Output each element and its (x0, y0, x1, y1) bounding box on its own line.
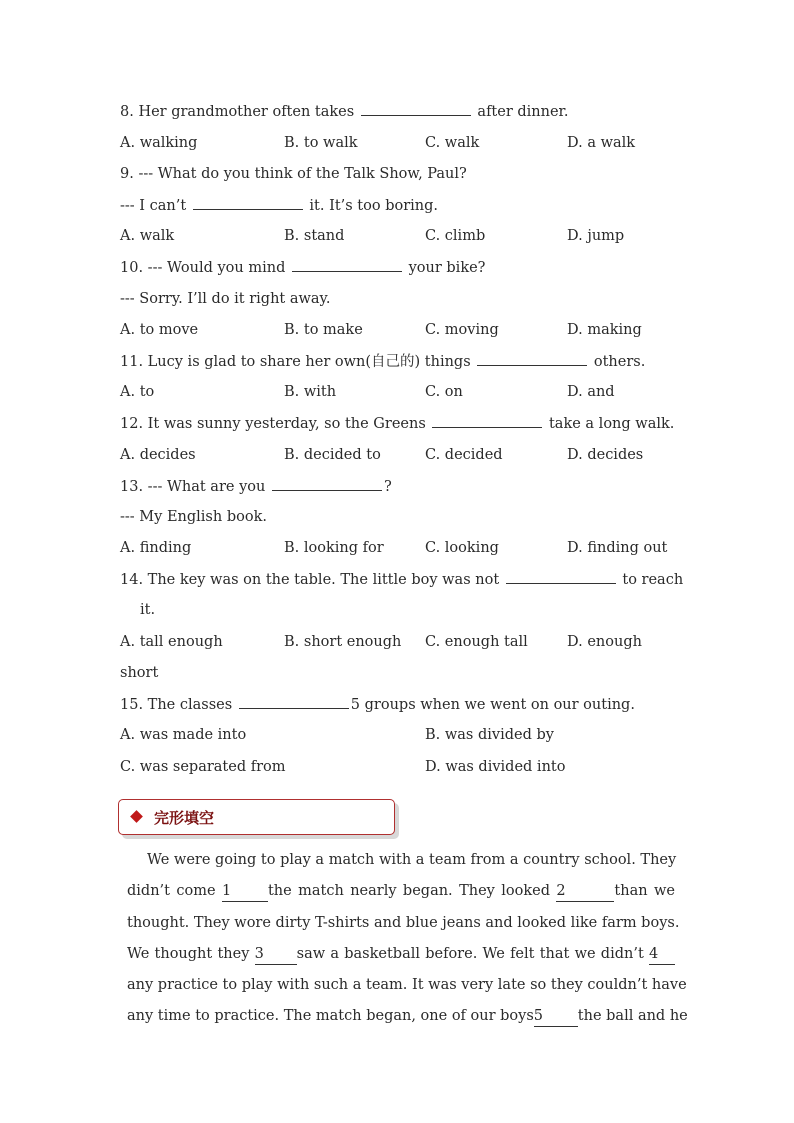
question-9-dialogue (120, 195, 680, 216)
answer-blank[interactable] (361, 101, 471, 116)
answer-blank[interactable] (193, 195, 303, 210)
question-text: ? (383, 479, 392, 495)
question-13-stem (120, 476, 680, 497)
passage-text: didn’t come (127, 883, 216, 899)
cloze-blank-5[interactable]: 5 (534, 1006, 578, 1027)
question-text: Her grandmother often takes (138, 104, 355, 120)
passage-text: the match nearly began. They looked (267, 883, 551, 899)
option-d[interactable]: D. finding out (567, 540, 668, 556)
option-d[interactable]: D. a walk (567, 135, 636, 151)
cloze-blank-4[interactable]: 4 (649, 944, 675, 965)
question-text: --- Would you mind (147, 260, 286, 276)
option-a[interactable]: A. to (120, 384, 155, 400)
option-b[interactable]: B. short enough (284, 634, 402, 650)
question-10-reply (120, 289, 680, 309)
question-9-stem (120, 164, 680, 184)
question-number: 13. (120, 479, 144, 495)
option-c[interactable]: C. was separated from (120, 759, 286, 775)
question-text: Lucy is glad to share her own(自己的) things (147, 354, 471, 370)
answer-blank[interactable] (506, 569, 616, 584)
passage-text: the ball and he (577, 1008, 688, 1024)
question-text: your bike? (408, 260, 486, 276)
question-number: 9. (120, 166, 134, 182)
option-c[interactable]: C. moving (425, 322, 499, 338)
question-text: It was sunny yesterday, so the Greens (147, 416, 426, 432)
option-c[interactable]: C. walk (425, 135, 480, 151)
passage-text: than we (614, 883, 675, 899)
question-11-stem (120, 351, 680, 372)
passage-line-4 (127, 944, 675, 965)
passage-line-1 (127, 850, 675, 870)
option-b[interactable]: B. looking for (284, 540, 384, 556)
option-c[interactable]: C. on (425, 384, 463, 400)
question-10-stem (120, 257, 680, 278)
option-a[interactable]: A. finding (120, 540, 192, 556)
question-number: 12. (120, 416, 144, 432)
section-title: 完形填空 (154, 809, 215, 827)
diamond-icon (130, 810, 143, 823)
option-d[interactable]: D. decides (567, 447, 644, 463)
question-14-stem (120, 569, 684, 590)
option-b[interactable]: B. stand (284, 228, 345, 244)
passage-text: We thought they (127, 946, 250, 962)
question-text: take a long walk. (548, 416, 675, 432)
answer-blank[interactable] (477, 351, 587, 366)
question-text: The classes (147, 697, 233, 713)
question-text: --- What are you (147, 479, 266, 495)
option-a[interactable]: A. was made into (120, 727, 247, 743)
question-text: it. It’s too boring. (309, 198, 439, 214)
answer-blank[interactable] (272, 476, 382, 491)
section-header-cloze (118, 799, 395, 835)
question-text: after dinner. (477, 104, 569, 120)
question-text: The key was on the table. The little boy was not (147, 572, 500, 588)
answer-blank[interactable] (292, 257, 402, 272)
question-8-stem (120, 101, 680, 122)
option-c[interactable]: C. enough tall (425, 634, 528, 650)
question-13-reply (120, 507, 680, 527)
option-c[interactable]: C. climb (425, 228, 486, 244)
question-text: others. (593, 354, 646, 370)
question-text: to reach (622, 572, 684, 588)
option-a[interactable]: A. to move (120, 322, 199, 338)
option-b[interactable]: B. with (284, 384, 337, 400)
option-d[interactable]: D. was divided into (425, 759, 566, 775)
question-number: 11. (120, 354, 144, 370)
passage-line-5 (127, 975, 687, 995)
question-text: 5 groups when we went on our outing. (350, 697, 635, 713)
answer-blank[interactable] (432, 413, 542, 428)
question-number: 10. (120, 260, 144, 276)
question-12-stem (120, 413, 680, 434)
cloze-blank-1[interactable]: 1 (222, 881, 268, 902)
question-number: 15. (120, 697, 144, 713)
passage-text: saw a basketball before. We felt that we didn’t (296, 946, 644, 962)
question-text: --- I can’t (120, 198, 187, 214)
passage-text: any practice to play with such a team. It was very late so they couldn’t have (127, 977, 687, 993)
question-14-option-wrap (120, 663, 680, 683)
passage-line-6 (127, 1006, 688, 1027)
question-text: --- My English book. (120, 509, 267, 525)
option-c[interactable]: C. looking (425, 540, 499, 556)
question-number: 14. (120, 572, 144, 588)
option-a[interactable]: A. decides (120, 447, 196, 463)
option-d[interactable]: D. making (567, 322, 642, 338)
question-text: --- What do you think of the Talk Show, Paul? (138, 166, 467, 182)
passage-line-2 (127, 881, 675, 902)
cloze-blank-2[interactable]: 2 (556, 881, 614, 902)
option-d[interactable]: D. and (567, 384, 615, 400)
option-a[interactable]: A. walk (120, 228, 175, 244)
option-b[interactable]: B. decided to (284, 447, 381, 463)
option-c[interactable]: C. decided (425, 447, 503, 463)
option-d[interactable]: D. jump (567, 228, 625, 244)
question-14-wrap (140, 600, 700, 620)
passage-text: We were going to play a match with a team from a country school. They (147, 852, 677, 868)
question-text: --- Sorry. I’ll do it right away. (120, 291, 331, 307)
question-15-stem (120, 694, 680, 715)
option-b[interactable]: B. was divided by (425, 727, 554, 743)
passage-text: thought. They wore dirty T-shirts and blue jeans and looked like farm boys. (127, 915, 680, 931)
question-number: 8. (120, 104, 134, 120)
option-a[interactable]: A. tall enough (120, 634, 223, 650)
cloze-blank-3[interactable]: 3 (255, 944, 297, 965)
passage-line-3 (127, 913, 680, 933)
answer-blank[interactable] (239, 694, 349, 709)
passage-text: any time to practice. The match began, one of our boys (127, 1008, 534, 1024)
option-d-continued: short (120, 665, 159, 681)
option-a[interactable]: A. walking (120, 135, 198, 151)
option-d[interactable]: D. enough (567, 634, 642, 650)
option-b[interactable]: B. to make (284, 322, 363, 338)
question-text: it. (140, 602, 156, 618)
option-b[interactable]: B. to walk (284, 135, 358, 151)
